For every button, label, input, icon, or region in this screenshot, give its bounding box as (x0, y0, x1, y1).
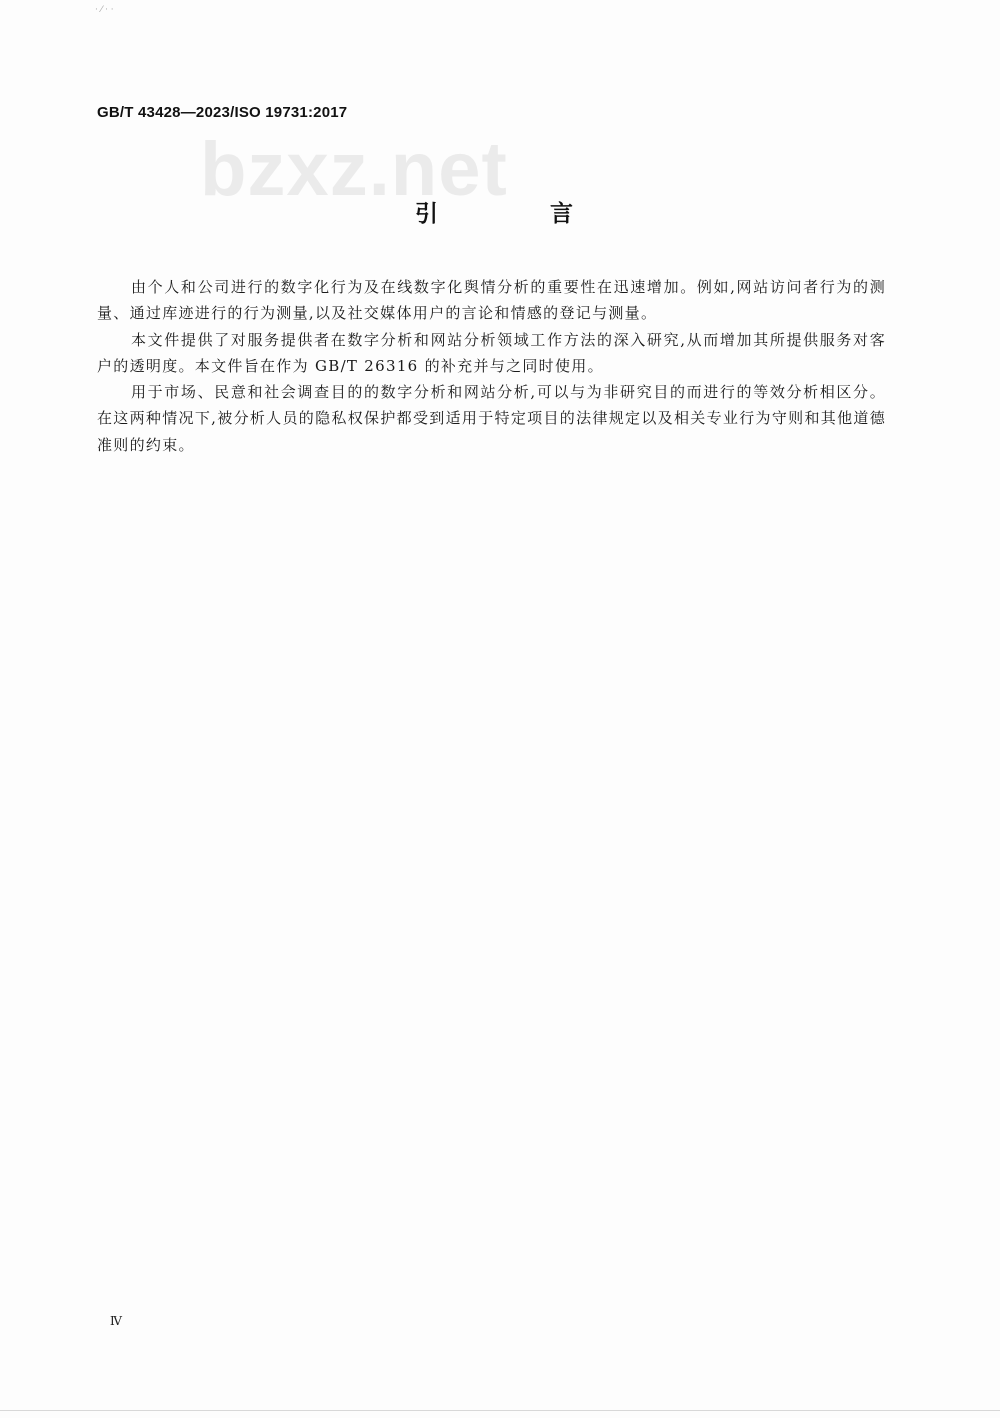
paragraph-3: 用于市场、民意和社会调查目的的数字分析和网站分析,可以与为非研究目的而进行的等效分析相区分。在这两种情况下,被分析人员的隐私权保护都受到适用于特定项目的法律规定以及相关专业行为守则和其他道德准则的约束。 (97, 383, 886, 454)
watermark-logo: bzxz.net (200, 127, 508, 212)
bottom-edge-divider (0, 1410, 1000, 1411)
page-number: Ⅳ (110, 1314, 122, 1328)
scan-marks: · ⁄ · · (95, 5, 114, 15)
paragraph-1: 由个人和公司进行的数字化行为及在线数字化舆情分析的重要性在迅速增加。例如,网站访问者行为的测量、通过库迹进行的行为测量,以及社交媒体用户的言论和情感的登记与测量。 (97, 278, 886, 323)
body-text (97, 274, 886, 458)
paragraph-2: 本文件提供了对服务提供者在数字分析和网站分析领域工作方法的深入研究,从而增加其所提供服务对客户的透明度。本文件旨在作为 GB/T 26316 的补充并与之同时使用。 (97, 330, 886, 375)
page-title: 引 言 (414, 201, 625, 227)
standard-number: GB/T 43428—2023/ISO 19731:2017 (97, 104, 348, 121)
